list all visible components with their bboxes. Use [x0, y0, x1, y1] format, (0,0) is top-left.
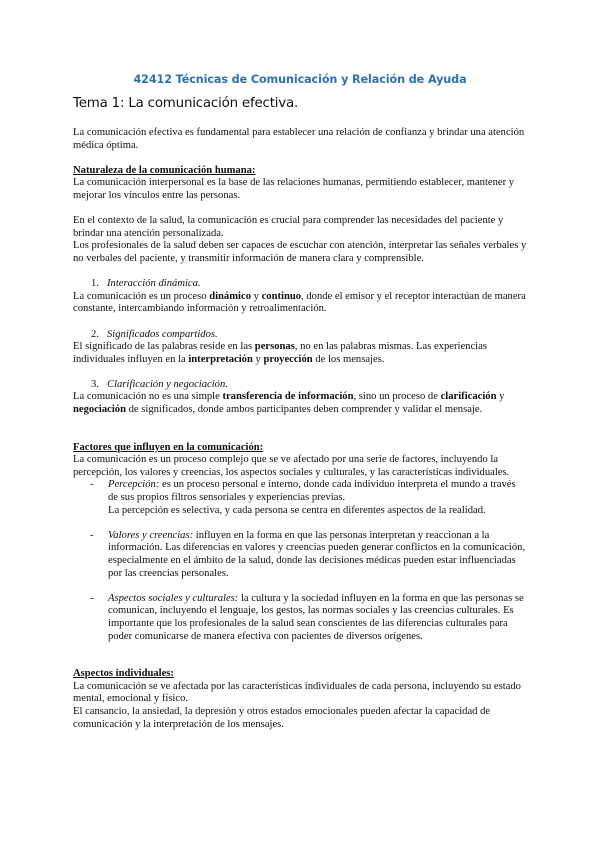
bullet-item: - Percepción: es un proceso personal e interno, donde cada individuo interpreta el mundo a través de sus propios filtros sensoriales y experiencias previas. La percepción es selectiva, y cada persona se centra en diferentes aspectos de la realidad. — [73, 479, 528, 517]
paragraph: La comunicación se ve afectada por las características individuales de cada persona, incluyendo su estado mental, emocional y físico. — [73, 680, 521, 705]
page-title: Tema 1: La comunicación efectiva. — [73, 96, 299, 111]
section-heading-individuales: Aspectos individuales: — [73, 668, 174, 680]
bullet-item: - Aspectos sociales y culturales: la cultura y la sociedad influyen en la forma en que las personas se comunican, incluyendo el lenguaje, los gestos, las normas sociales y las creencias culturales. Es importante que los profesionales de la salud sean conscientes de las diferencias culturales para poder comunicarse de manera efectiva con pacientes de diversos orígenes. — [90, 592, 524, 642]
paragraph: La comunicación interpersonal es la base de las relaciones humanas, permitiendo establecer, mantener y mejorar los vínculos entre las personas. — [73, 177, 515, 201]
paragraph: Los profesionales de la salud deben ser capaces de escuchar con atención, interpretar las señales verbales y no verbales del paciente, y transmitir información de manera clara y comprensible. — [73, 240, 527, 264]
paragraph: La comunicación no es una simple transferencia de información, sino un proceso de clarificación y negociación de significados, donde ambos participantes deben comprender y validar el mensaje. — [73, 391, 505, 416]
numbered-item-label: 1. Interacción dinámica. — [91, 278, 201, 290]
paragraph: El cansancio, la ansiedad, la depresión y otros estados emocionales pueden afectar la capacidad de comunicación y la interpretación de los mensajes. — [73, 705, 491, 730]
paragraph: La percepción es selectiva, y cada persona se centra en diferentes aspectos de la realidad. — [108, 504, 486, 516]
section-heading-factores: Factores que influyen en la comunicación: — [73, 441, 264, 453]
bullet-item: - Valores y creencias: influyen en la forma en que las personas interpretan y reaccionan a la información. Las diferencias en valores y creencias pueden generar conflictos en la comunicación, especialmente en el ámbito de la salud, donde las decisiones médicas pueden estar influenciadas por las creencias personales. — [90, 529, 526, 579]
bullet-dash: - — [90, 592, 94, 604]
course-header: 42412 Técnicas de Comunicación y Relación de Ayuda — [133, 73, 467, 86]
bullet-dash: - — [90, 479, 94, 491]
paragraph: En el contexto de la salud, la comunicación es crucial para comprender las necesidades del paciente y brindar una atención personalizada. — [73, 215, 504, 239]
document-body — [73, 127, 528, 731]
numbered-item-label: 3. Clarificación y negociación. — [91, 378, 228, 390]
intro-paragraph: La comunicación efectiva es fundamental para establecer una relación de confianza y brindar una atención médica óptima. — [73, 127, 525, 151]
numbered-item-label: 2. Significados compartidos. — [91, 328, 218, 340]
bullet-dash: - — [90, 529, 94, 541]
paragraph: El significado de las palabras reside en las personas, no en las palabras mismas. Las experiencias individuales influyen en la interpretación y proyección de los mensajes. — [73, 341, 487, 365]
paragraph: La comunicación es un proceso complejo que se ve afectado por una serie de factores, incluyendo la percepción, los valores y creencias, los aspectos sociales y culturales, y las características individuales. — [73, 454, 510, 478]
paragraph: La comunicación es un proceso dinámico y continuo, donde el emisor y el receptor interactúan de manera constante, intercambiando información y retroalimentación. — [73, 290, 526, 315]
section-heading-naturaleza: Naturaleza de la comunicación humana: — [73, 164, 256, 176]
